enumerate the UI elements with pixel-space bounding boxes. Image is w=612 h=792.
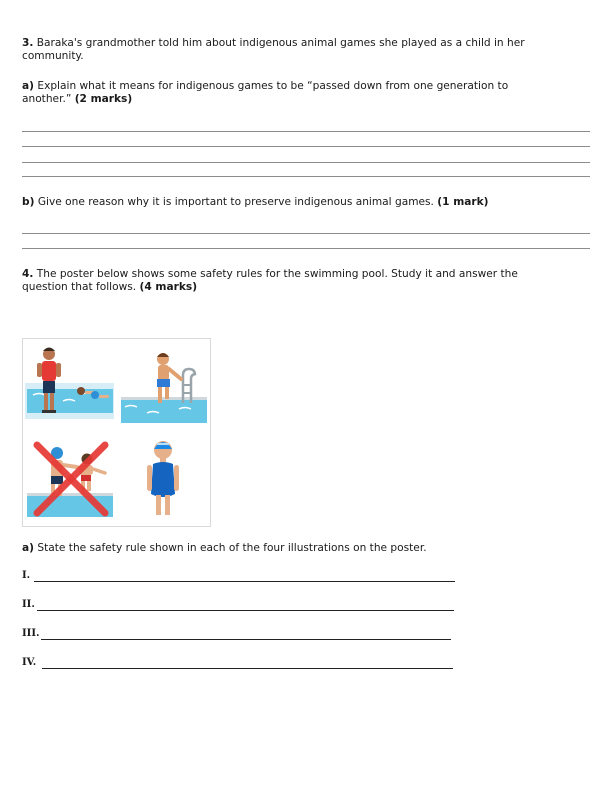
question-4-marks: (4 marks) [139,280,198,293]
question-3-text-line1: Baraka's grandmother told him about indigenous animal games she played as a child in her [36,37,525,49]
question-4a-prompt [22,542,592,555]
question-3a-text-line2: another.” [22,92,72,105]
question-4a-label: a) [22,542,34,554]
answer-line-iv[interactable] [42,668,453,669]
answer-numeral-iii: III. [22,628,40,639]
no-pushing-icon [23,433,116,526]
answer-numeral-i: I. [22,570,31,581]
question-3b-text: Give one reason why it is important to preserve indigenous animal games. [37,196,434,208]
question-3a-label: a) [22,80,34,92]
answer-line-i[interactable] [34,581,455,582]
answer-line-3b-1[interactable] [22,233,590,234]
question-3a-text-line1: Explain what it means for indigenous games to be “passed down from one generation to [37,80,509,92]
answer-line-3a-2[interactable] [22,146,590,147]
question-3b-label: b) [22,196,35,208]
answer-line-3a-3[interactable] [22,162,590,163]
question-3b-marks: (1 mark) [437,196,489,208]
question-3-stem [22,37,592,62]
question-3b-prompt [22,196,592,209]
question-3a-marks: (2 marks) [74,92,133,105]
answer-line-3b-2[interactable] [22,248,590,249]
answer-line-3a-1[interactable] [22,131,590,132]
lifeguard-supervision-icon [23,339,116,432]
question-3a-prompt [22,80,592,105]
question-4-stem [22,268,592,293]
question-4-text-line1: The poster below shows some safety rules for the swimming pool. Study it and answer the [36,268,518,280]
answer-numeral-iv: IV. [22,657,37,668]
question-3-text-line2: community. [22,49,84,62]
answer-line-ii[interactable] [37,610,454,611]
ladder-entry-icon [117,339,210,432]
question-3-number: 3. [22,37,34,49]
answer-line-3a-4[interactable] [22,176,590,177]
question-4a-text: State the safety rule shown in each of the four illustrations on the poster. [37,542,427,554]
question-4-number: 4. [22,268,34,280]
answer-line-iii[interactable] [41,639,451,640]
swimming-pool-safety-poster [22,338,211,527]
swimsuit-cap-icon [117,433,210,526]
question-4-text-line2: question that follows. [22,280,137,293]
answer-numeral-ii: II. [22,599,35,610]
